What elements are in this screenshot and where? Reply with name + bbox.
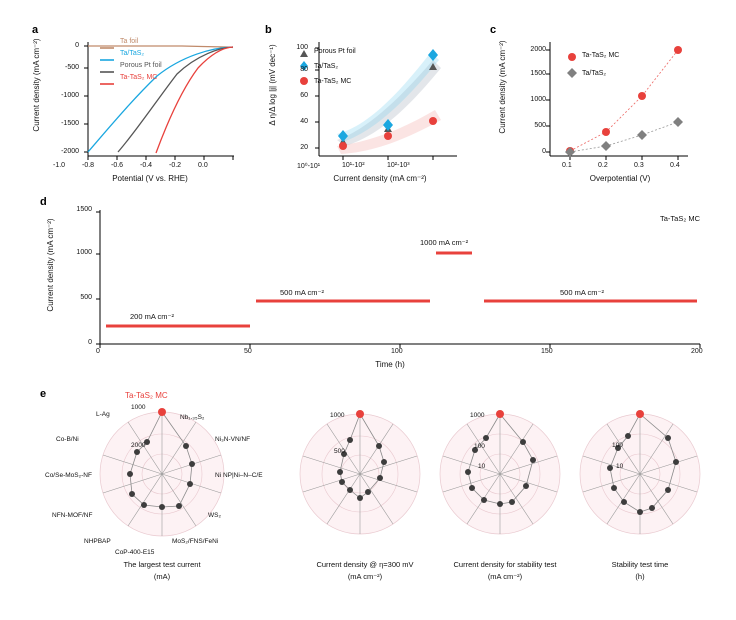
panel-a-xlabel: Potential (V vs. RHE) — [112, 174, 188, 183]
radar-chart-4 — [560, 402, 720, 552]
panel-d-seg-label-1: 500 mA cm⁻² — [280, 288, 324, 297]
panel-d-xtick-1: 50 — [244, 348, 252, 355]
panel-d-ytick-2: 1000 — [76, 249, 92, 256]
panel-d-xtick-4: 200 — [691, 348, 703, 355]
radar1-tick-1: 1000 — [131, 404, 146, 411]
panel-d-xtick-0: 0 — [96, 348, 100, 355]
panel-d-xtick-2: 100 — [391, 348, 403, 355]
legend-b-item-2: Ta-TaS₂ MC — [314, 78, 352, 85]
radar1-axis-label-3: Ni NP|Ni–N–C/E — [215, 472, 263, 479]
panel-a-ytick-0: -2000 — [61, 148, 79, 155]
radar1-axis-label-2: Ni₃N-VN/NF — [215, 436, 251, 443]
panel-c-xtick-0: 0.1 — [562, 162, 572, 169]
legend-b-item-0: Porous Pt foil — [314, 48, 356, 55]
panel-d-seg-label-2: 1000 mA cm⁻² — [420, 238, 469, 247]
panel-c-xtick-2: 0.3 — [634, 162, 644, 169]
panel-a-letter: a — [32, 24, 39, 36]
radar-chart-2 — [280, 402, 440, 552]
panel-c-xlabel: Overpotential (V) — [589, 174, 651, 183]
panel-a-ytick-4: 0 — [75, 42, 79, 49]
panel-a-xtick-3: -0.4 — [140, 162, 153, 169]
panel-b-xlabel: Current density (mA cm⁻²) — [333, 174, 427, 183]
panel-b-ytick-3: 80 — [300, 66, 308, 73]
panel-b-ytick-2: 60 — [300, 92, 308, 99]
legend-a-item-1: Ta/TaS₂ — [120, 50, 145, 57]
radar4-tick-0: 10 — [616, 463, 624, 470]
radar1-axis-label-0: L-Ag — [96, 411, 110, 418]
panel-d-ytick-1: 500 — [80, 294, 92, 301]
radar1-caption-line2: (mA) — [153, 572, 171, 581]
radar3-caption-line2: (mA cm⁻²) — [487, 572, 523, 581]
radar4-tick-1: 100 — [612, 442, 623, 449]
radar2-caption-line1: Current density @ η=300 mV — [316, 560, 414, 569]
panel-b-ytick-0: 20 — [300, 144, 308, 151]
panel-d-seg-label-3: 500 mA cm⁻² — [560, 288, 604, 297]
radar1-axis-label-9: Co/Se-MoS₂-NF — [45, 472, 92, 479]
radar3-tick-0: 10 — [478, 463, 486, 470]
panel-a-xtick-2: -0.6 — [111, 162, 124, 169]
panel-d-ytick-0: 0 — [88, 339, 92, 346]
radar-chart-3 — [420, 402, 580, 552]
radar4-caption-line2: (h) — [635, 572, 645, 581]
radar3-caption-line1: Current density for stability test — [453, 560, 557, 569]
panel-d-letter: d — [40, 196, 47, 208]
panel-c-legend — [566, 52, 578, 78]
panel-a-xtick-1: -0.8 — [82, 162, 95, 169]
panel-a-ylabel: Current density (mA cm⁻²) — [32, 38, 41, 132]
radar1-tick-0: 2000 — [131, 442, 146, 449]
panel-a-ytick-2: -1000 — [61, 92, 79, 99]
radar1-axis-label-7: NHPBAP — [84, 538, 111, 545]
panel-e-highlight-label: Ta-TaS₂ MC — [125, 391, 168, 400]
panel-b-ylabel: Δ η/Δ log |j| (mV dec⁻¹) — [268, 44, 277, 126]
panel-a-xtick-0: -1.0 — [53, 162, 66, 169]
panel-c-ytick-4: 2000 — [530, 46, 546, 53]
radar2-tick-1: 1000 — [330, 412, 345, 419]
panel-a-xtick-5: 0.0 — [198, 162, 208, 169]
panel-d-plot — [60, 204, 710, 359]
legend-a-item-3: Ta-TaS₂ MC — [120, 74, 158, 81]
radar2-tick-0: 500 — [334, 448, 345, 455]
panel-d-xlabel: Time (h) — [375, 360, 405, 369]
panel-b-letter: b — [265, 24, 272, 36]
radar1-axis-label-6: CoP-400-E15 — [115, 549, 155, 556]
radar1-axis-label-5: MoS₂/FNS/FeNi — [172, 538, 219, 545]
panel-b-xtick-2: 10²-10³ — [387, 162, 410, 169]
panel-a-ytick-3: -500 — [64, 64, 79, 71]
panel-c-ytick-0: 0 — [542, 148, 546, 155]
panel-b-xtick-0: 10⁰-10¹ — [297, 163, 321, 170]
panel-d-sample-label: Ta-TaS₂ MC — [660, 214, 701, 223]
radar1-axis-label-4: WS₂ — [208, 512, 221, 519]
legend-a-item-0: Ta foil — [120, 38, 139, 45]
legend-c-item-1: Ta/TaS₂ — [582, 70, 607, 77]
radar3-tick-2: 1000 — [470, 412, 485, 419]
radar1-axis-label-8: NFN-MOF/NF — [52, 512, 93, 519]
radar1-axis-label-1: Nb₁.₃₅S₂ — [180, 414, 205, 421]
panel-d-seg-label-0: 200 mA cm⁻² — [130, 312, 174, 321]
panel-b-ytick-1: 40 — [300, 118, 308, 125]
panel-a-xtick-4: -0.2 — [169, 162, 182, 169]
panel-c-ylabel: Current density (mA cm⁻²) — [498, 40, 507, 134]
radar1-axis-label-10: Co-B/Ni — [56, 436, 79, 443]
panel-c-ytick-1: 500 — [534, 122, 546, 129]
radar3-tick-1: 100 — [474, 443, 485, 450]
panel-b-ytick-4: 100 — [296, 44, 308, 51]
panel-b-xtick-1: 10¹-10² — [342, 162, 365, 169]
panel-e-letter: e — [40, 388, 47, 400]
panel-a-ytick-1: -1500 — [61, 120, 79, 127]
radar1-caption-line1: The largest test current — [123, 560, 201, 569]
panel-c-ytick-3: 1500 — [530, 70, 546, 77]
panel-b-plot — [285, 34, 465, 179]
legend-b-item-1: Ta/TaS₂ — [314, 63, 339, 70]
panel-d-ytick-3: 1500 — [76, 206, 92, 213]
panel-c-xtick-3: 0.4 — [670, 162, 680, 169]
radar2-caption-line2: (mA cm⁻²) — [347, 572, 383, 581]
legend-c-item-0: Ta-TaS₂ MC — [582, 52, 620, 59]
panel-c-xtick-1: 0.2 — [598, 162, 608, 169]
panel-d-xtick-3: 150 — [541, 348, 553, 355]
legend-a-item-2: Porous Pt foil — [120, 62, 162, 69]
panel-c-letter: c — [490, 24, 497, 36]
panel-d-ylabel: Current density (mA cm⁻²) — [46, 218, 55, 312]
radar4-caption-line1: Stability test time — [611, 560, 669, 569]
panel-c-ytick-2: 1000 — [530, 96, 546, 103]
